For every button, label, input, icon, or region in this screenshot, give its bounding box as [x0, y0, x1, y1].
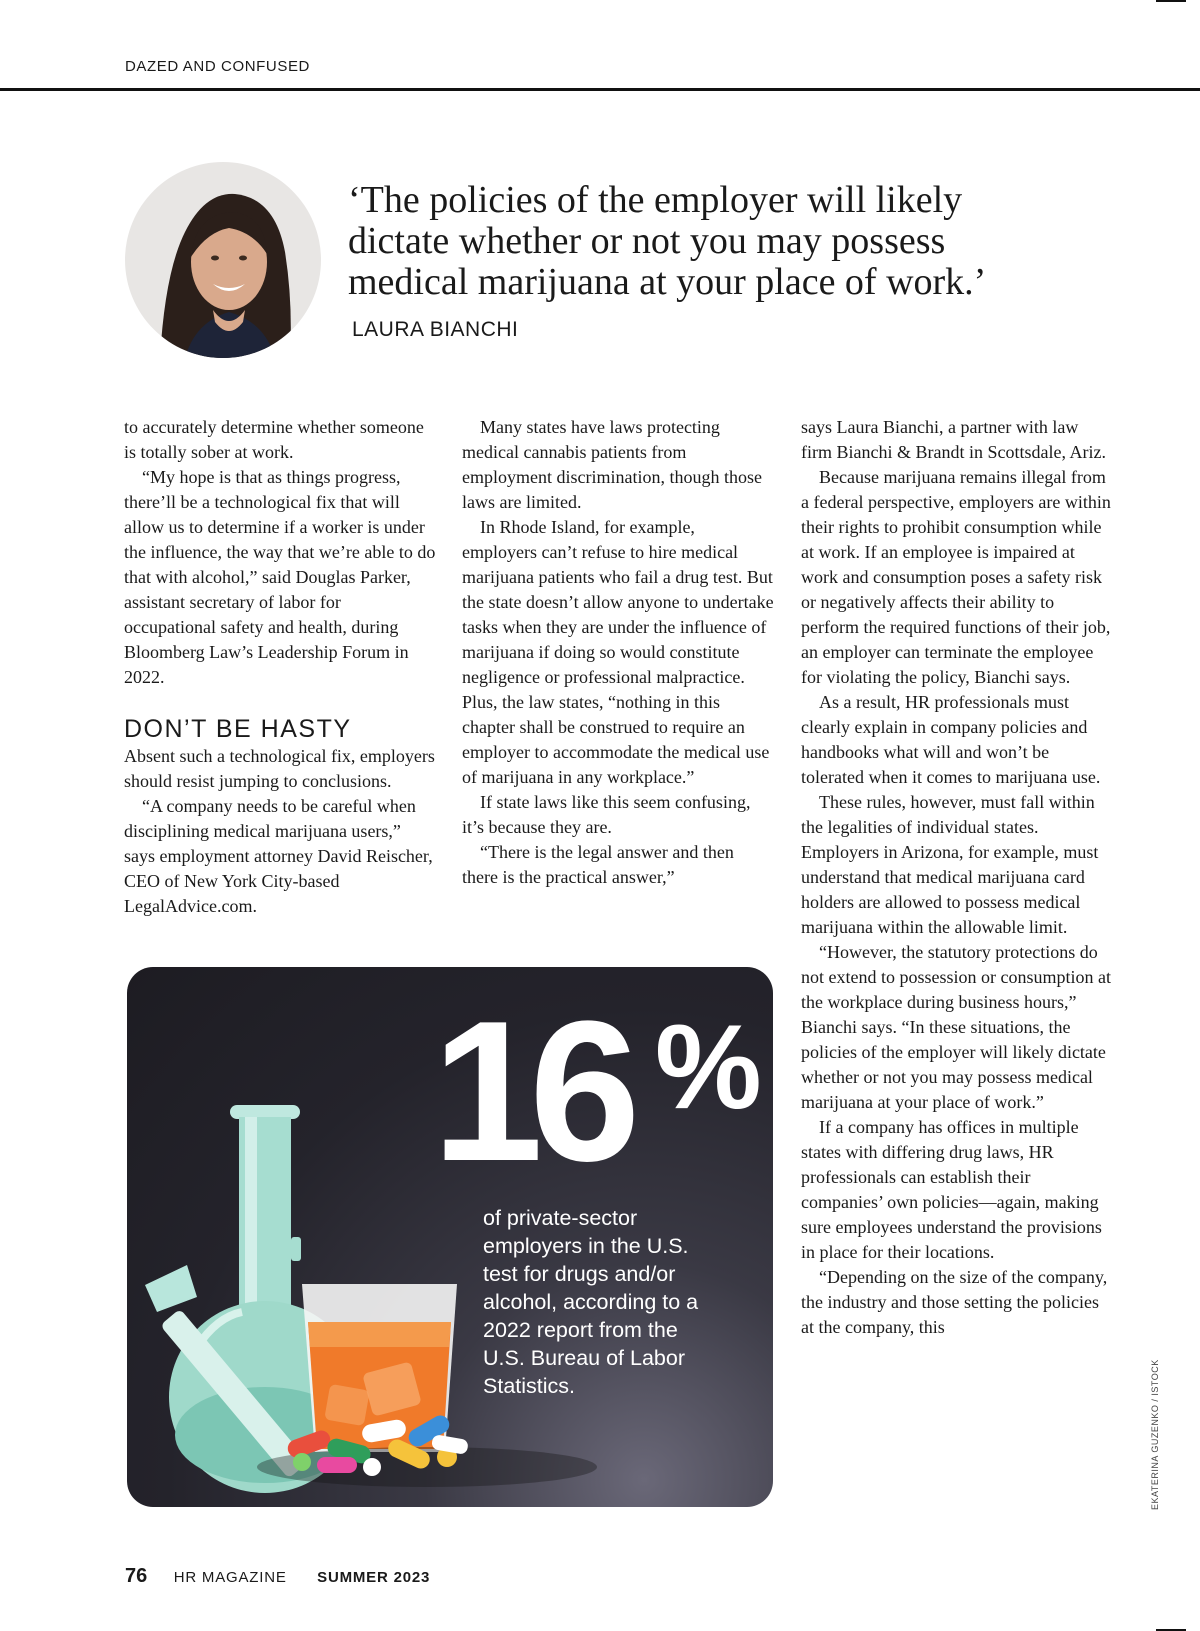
- paragraph: If state laws like this seem confusing, it’s because they are.: [462, 792, 751, 837]
- author-portrait: [125, 162, 321, 358]
- paragraph: “However, the statutory protections do not extend to possession or consumption at the workplace during business hours,” Bianchi says. “In these situations, the policies of the employer will likely dictate whether or not you may possess medical marijuana at your place of work.”: [801, 942, 1111, 1112]
- paragraph: In Rhode Island, for example, employers can’t refuse to hire medical marijuana patients who fail a drug test. But the state doesn’t allow anyone to undertake tasks when they are under the influence of marijuana if doing so would constitute negligence or professional malpractice. Plus, the law states, “nothing in this chapter shall be construed to require an employer to accommodate the medical use of marijuana in any workplace.”: [462, 517, 774, 787]
- paragraph: As a result, HR professionals must clearly explain in company policies and handbooks what will and won’t be tolerated when it comes to marijuana use.: [801, 692, 1101, 787]
- paragraph: If a company has offices in multiple states with differing drug laws, HR professionals can establish their companies’ own policies—again, making sure employees understand the provisions in place for their locations.: [801, 1117, 1102, 1262]
- stat-description: of private-sector employers in the U.S. test for drugs and/or alcohol, according to a 2022 report from the U.S. Bureau of Labor Statistics.: [483, 1206, 699, 1398]
- quote-attribution: LAURA BIANCHI: [352, 318, 519, 341]
- page-footer: [125, 1565, 430, 1588]
- article-column-2: [462, 415, 774, 890]
- paragraph: “There is the legal answer and then there is the practical answer,”: [462, 842, 734, 887]
- issue-date: SUMMER 2023: [317, 1569, 431, 1586]
- paragraph: to accurately determine whether someone is totally sober at work.: [124, 417, 424, 462]
- stat-percent-sign: %: [655, 1000, 762, 1134]
- paragraph: “Depending on the size of the company, the industry and those setting the policies at the company, this: [801, 1267, 1108, 1337]
- pull-quote: ‘The policies of the employer will likely dictate whether or not you may possess medical marijuana at your place of work.’: [348, 179, 987, 303]
- header-rule: [0, 88, 1200, 91]
- subhead: DON’T BE HASTY: [124, 715, 352, 743]
- article-column-3: [801, 415, 1113, 1340]
- stat-number: 16: [432, 980, 627, 1203]
- paragraph: says Laura Bianchi, a partner with law firm Bianchi & Brandt in Scottsdale, Ariz.: [801, 417, 1106, 462]
- paragraph: Because marijuana remains illegal from a federal perspective, employers are within their rights to prohibit consumption while at work. If an employee is impaired at work and consumption poses a safety risk or negatively affects their ability to perform the required functions of their job, an employer can terminate the employee for violating the policy, Bianchi says.: [801, 467, 1111, 687]
- stat-callout: [127, 967, 773, 1507]
- photo-credit: EKATERINA GUZENKO / ISTOCK: [1150, 1359, 1160, 1510]
- paragraph: “My hope is that as things progress, there’ll be a technological fix that will allow us to determine if a worker is under the influence, the way that we’re able to do that with alcohol,” said Douglas Parker, assistant secretary of labor for occupational safety and health, during Bloomberg Law’s Leadership Forum in 2022.: [124, 467, 436, 687]
- page-number: 76: [125, 1565, 148, 1587]
- corner-mark-top: [1156, 0, 1186, 2]
- paragraph: “A company needs to be careful when disciplining medical marijuana users,” says employment attorney David Reischer, CEO of New York City-based LegalAdvice.com.: [124, 796, 433, 916]
- paragraph: Many states have laws protecting medical cannabis patients from employment discrimination, though those laws are limited.: [462, 417, 762, 512]
- section-label: DAZED AND CONFUSED: [125, 58, 310, 75]
- paragraph: These rules, however, must fall within the legalities of individual states. Employers in Arizona, for example, must understand that medical marijuana card holders are allowed to possess medical marijuana within the allowable limit.: [801, 792, 1099, 937]
- magazine-name: HR MAGAZINE: [173, 1569, 287, 1586]
- paragraph: Absent such a technological fix, employers should resist jumping to conclusions.: [124, 746, 435, 791]
- article-column-1: [124, 415, 436, 919]
